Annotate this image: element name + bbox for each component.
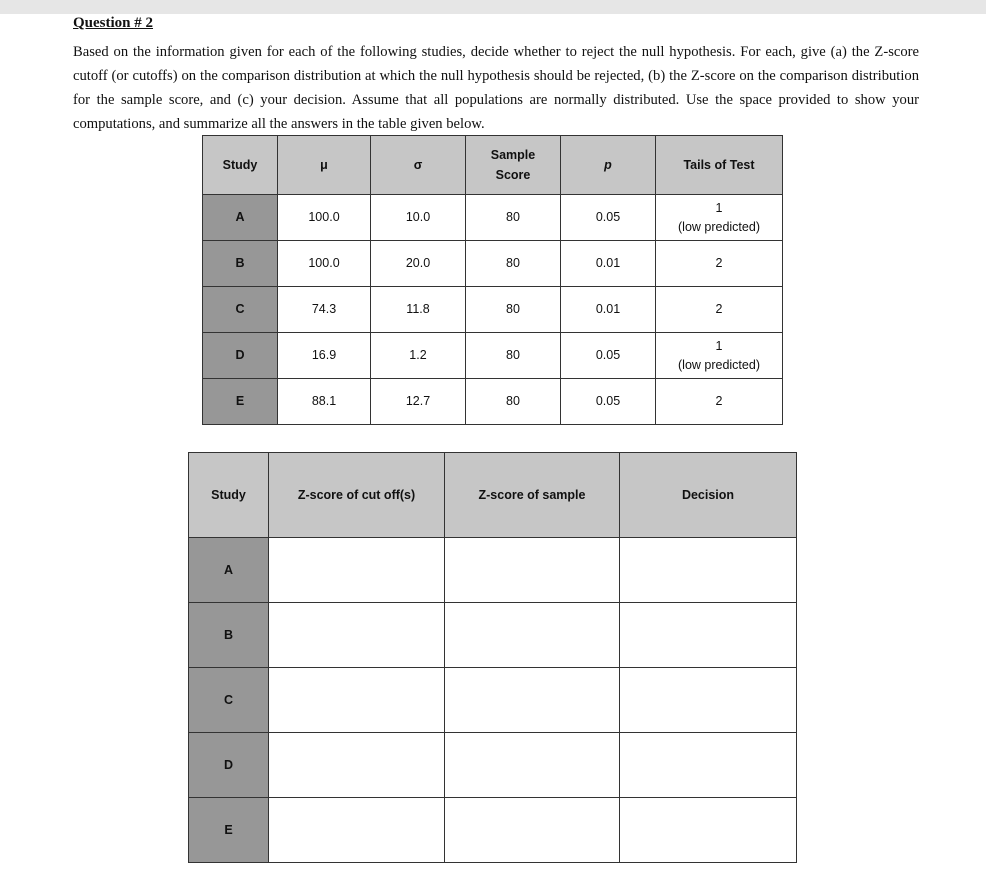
sample-z-answer-cell[interactable] bbox=[445, 733, 620, 798]
sigma-cell: 20.0 bbox=[371, 241, 466, 287]
table-row bbox=[189, 668, 797, 733]
study-cell: A bbox=[203, 195, 278, 241]
tails-value: 2 bbox=[715, 302, 723, 316]
sample-score-cell: 80 bbox=[466, 379, 561, 425]
sigma-cell: 1.2 bbox=[371, 333, 466, 379]
sample-z-answer-cell[interactable] bbox=[445, 603, 620, 668]
top-bar bbox=[0, 0, 986, 14]
sample-score-cell: 80 bbox=[466, 195, 561, 241]
tails-note: (low predicted) bbox=[678, 357, 760, 372]
decision-answer-cell[interactable] bbox=[620, 798, 797, 863]
sigma-cell: 12.7 bbox=[371, 379, 466, 425]
mu-cell: 74.3 bbox=[278, 287, 371, 333]
answer-summary-table bbox=[188, 452, 797, 863]
study-cell: B bbox=[203, 241, 278, 287]
header-tails: Tails of Test bbox=[656, 136, 783, 195]
decision-answer-cell[interactable] bbox=[620, 538, 797, 603]
study-parameters-table bbox=[202, 135, 783, 425]
study-cell: B bbox=[189, 603, 269, 668]
study-cell: E bbox=[189, 798, 269, 863]
question-title: Question # 2 bbox=[73, 15, 154, 31]
table-row bbox=[203, 333, 783, 379]
header-sample-score bbox=[466, 136, 561, 195]
sample-score-cell: 80 bbox=[466, 241, 561, 287]
header-p-text: p bbox=[604, 158, 612, 172]
tails-cell bbox=[656, 333, 783, 379]
p-cell: 0.05 bbox=[561, 379, 656, 425]
table-row bbox=[189, 603, 797, 668]
table-header-row bbox=[189, 453, 797, 538]
tails-cell bbox=[656, 241, 783, 287]
tails-value: 2 bbox=[715, 256, 723, 270]
study-cell: C bbox=[203, 287, 278, 333]
mu-cell: 16.9 bbox=[278, 333, 371, 379]
header-sigma: σ bbox=[371, 136, 466, 195]
header-p bbox=[561, 136, 656, 195]
mu-cell: 100.0 bbox=[278, 195, 371, 241]
tails-cell bbox=[656, 195, 783, 241]
cutoff-answer-cell[interactable] bbox=[269, 668, 445, 733]
mu-cell: 100.0 bbox=[278, 241, 371, 287]
table-row bbox=[189, 733, 797, 798]
decision-answer-cell[interactable] bbox=[620, 603, 797, 668]
tails-value: 2 bbox=[715, 394, 723, 408]
header-study: Study bbox=[189, 453, 269, 538]
study-cell: C bbox=[189, 668, 269, 733]
tails-cell bbox=[656, 379, 783, 425]
p-cell: 0.05 bbox=[561, 195, 656, 241]
sample-z-answer-cell[interactable] bbox=[445, 538, 620, 603]
p-cell: 0.05 bbox=[561, 333, 656, 379]
cutoff-answer-cell[interactable] bbox=[269, 733, 445, 798]
question-instructions: Based on the information given for each of the following studies, decide whether to reject the null hypothesis. For each, give (a) the Z-score cutoff (or cutoffs) on the comparison distribution at which the null hypothesis should be rejected, (b) the Z-score on the comparison distribution for the sample score, and (c) your decision. Assume that all populations are normally distributed. Use the space provided to show your computations, and summarize all the answers in the table given below. bbox=[73, 44, 919, 132]
tails-note: (low predicted) bbox=[678, 219, 760, 234]
decision-answer-cell[interactable] bbox=[620, 733, 797, 798]
table-header-row bbox=[203, 136, 783, 195]
table-row bbox=[203, 241, 783, 287]
sample-z-answer-cell[interactable] bbox=[445, 668, 620, 733]
cutoff-answer-cell[interactable] bbox=[269, 538, 445, 603]
cutoff-answer-cell[interactable] bbox=[269, 798, 445, 863]
header-mu: μ bbox=[278, 136, 371, 195]
sigma-cell: 11.8 bbox=[371, 287, 466, 333]
study-cell: D bbox=[203, 333, 278, 379]
tails-cell bbox=[656, 287, 783, 333]
mu-cell: 88.1 bbox=[278, 379, 371, 425]
header-sample-z: Z-score of sample bbox=[445, 453, 620, 538]
p-cell: 0.01 bbox=[561, 241, 656, 287]
tails-value: 1 bbox=[715, 338, 723, 353]
table-row bbox=[203, 287, 783, 333]
study-cell: E bbox=[203, 379, 278, 425]
sigma-cell: 10.0 bbox=[371, 195, 466, 241]
p-cell: 0.01 bbox=[561, 287, 656, 333]
header-cutoff: Z-score of cut off(s) bbox=[269, 453, 445, 538]
header-sample-line2: Score bbox=[495, 168, 531, 182]
header-study: Study bbox=[203, 136, 278, 195]
header-decision: Decision bbox=[620, 453, 797, 538]
sample-z-answer-cell[interactable] bbox=[445, 798, 620, 863]
cutoff-answer-cell[interactable] bbox=[269, 603, 445, 668]
decision-answer-cell[interactable] bbox=[620, 668, 797, 733]
header-sample-line1: Sample bbox=[490, 148, 536, 162]
sample-score-cell: 80 bbox=[466, 333, 561, 379]
table-row bbox=[203, 379, 783, 425]
study-cell: D bbox=[189, 733, 269, 798]
table-row bbox=[189, 538, 797, 603]
sample-score-cell: 80 bbox=[466, 287, 561, 333]
tails-value: 1 bbox=[715, 200, 723, 215]
table-row bbox=[203, 195, 783, 241]
study-cell: A bbox=[189, 538, 269, 603]
table-row bbox=[189, 798, 797, 863]
